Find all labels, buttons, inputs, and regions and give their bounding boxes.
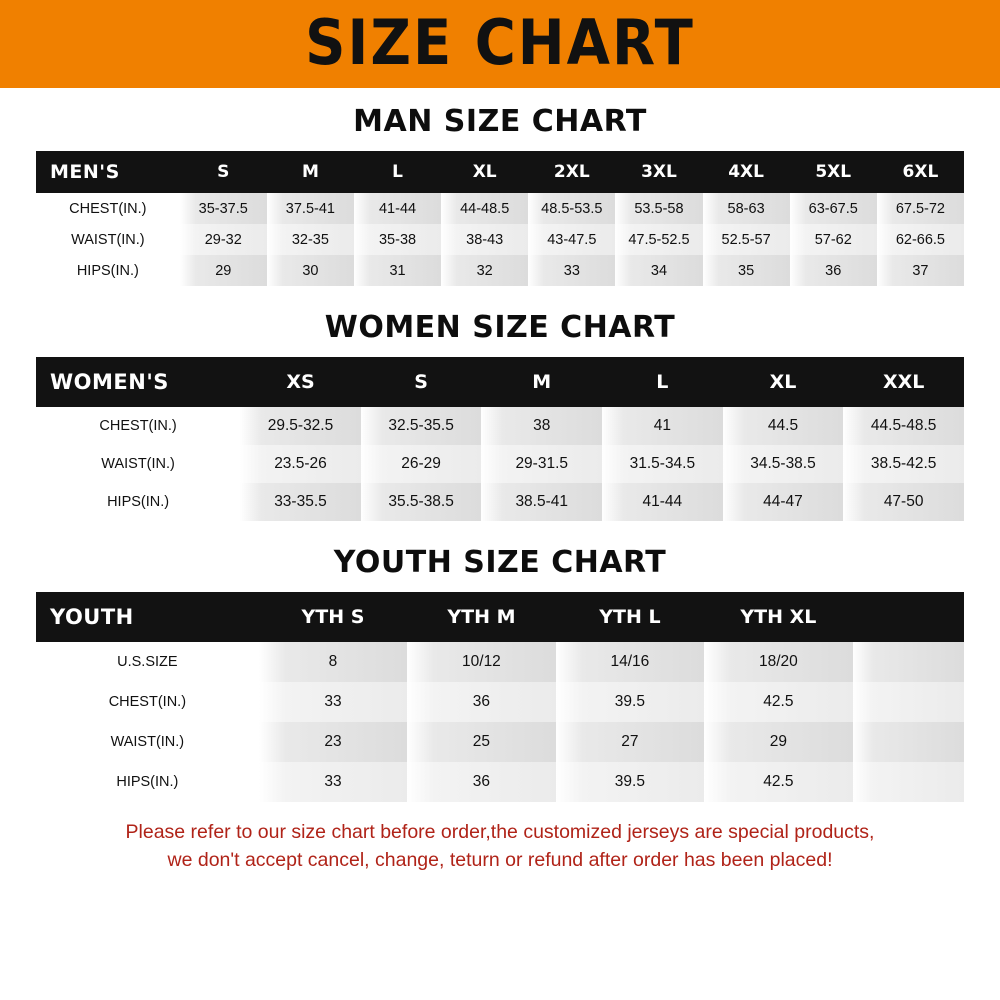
women-row-label: CHEST(IN.) [36,407,240,445]
man-row-label: HIPS(IN.) [36,255,180,286]
man-cell: 41-44 [354,193,441,224]
footer-disclaimer [0,802,1000,875]
table-row [36,682,964,722]
women-header-cell: M [532,371,552,393]
youth-cell-spacer [853,722,964,762]
table-row [36,224,964,255]
man-row-label: CHEST(IN.) [36,193,180,224]
youth-header-cell: YOUTH [50,605,134,629]
youth-cell: 23 [259,722,407,762]
man-cell: 35-37.5 [180,193,267,224]
women-cell: 29-31.5 [481,445,602,483]
footer-line-2: we don't accept cancel, change, teturn or refund after order has been placed! [167,849,833,872]
women-cell: 32.5-35.5 [361,407,482,445]
table-row [36,762,964,802]
man-header-cell: MEN'S [50,161,120,183]
man-size-table [36,151,964,286]
youth-row-label: U.S.SIZE [36,642,259,682]
youth-header-spacer [853,592,964,642]
man-table-header-row [36,151,964,193]
youth-cell: 18/20 [704,642,852,682]
youth-cell: 8 [259,642,407,682]
youth-cell-spacer [853,762,964,802]
man-cell: 62-66.5 [877,224,964,255]
man-header-cell: S [217,162,230,182]
man-header-cell: 2XL [553,162,590,182]
footer-line-1: Please refer to our size chart before order,the customized jerseys are special products, [125,821,875,843]
man-cell: 67.5-72 [877,193,964,224]
man-cell: 37 [877,255,964,286]
youth-section-title: YOUTH SIZE CHART [333,545,667,580]
youth-cell: 27 [556,722,704,762]
man-header-cell: M [301,162,319,182]
youth-size-table [36,592,964,802]
women-section-title: WOMEN SIZE CHART [324,310,676,345]
women-cell: 29.5-32.5 [240,407,361,445]
man-cell: 48.5-53.5 [528,193,615,224]
women-header-cell: WOMEN'S [50,370,169,394]
man-cell: 37.5-41 [267,193,354,224]
man-row-label: WAIST(IN.) [36,224,180,255]
man-cell: 33 [528,255,615,286]
man-header-cell: 4XL [728,162,764,182]
women-size-section [0,286,1000,521]
youth-header-cell: YTH L [599,606,661,628]
youth-header-cell: YTH XL [740,606,817,628]
women-row-label: WAIST(IN.) [36,445,240,483]
youth-cell-spacer [853,642,964,682]
man-cell: 32-35 [267,224,354,255]
page-title: SIZE CHART [305,7,695,80]
table-row [36,255,964,286]
youth-size-section [0,521,1000,802]
youth-cell: 42.5 [704,682,852,722]
youth-cell: 29 [704,722,852,762]
women-cell: 44.5 [723,407,844,445]
youth-cell: 39.5 [556,762,704,802]
youth-cell: 42.5 [704,762,852,802]
man-cell: 52.5-57 [703,224,790,255]
youth-header-cell: YTH M [447,606,516,628]
youth-row-label: WAIST(IN.) [36,722,259,762]
youth-row-label: CHEST(IN.) [36,682,259,722]
women-cell: 31.5-34.5 [602,445,723,483]
man-cell: 36 [790,255,877,286]
youth-header-cell: YTH S [301,606,365,628]
women-cell: 41 [602,407,723,445]
women-header-cell: XXL [882,371,925,393]
women-cell: 47-50 [843,483,964,521]
women-header-cell: XL [769,371,797,393]
page-banner [0,0,1000,88]
man-header-cell: 5XL [815,162,852,182]
man-size-section [0,88,1000,286]
table-row [36,483,964,521]
man-header-cell: 3XL [641,162,677,182]
man-header-cell: XL [472,162,497,182]
man-cell: 31 [354,255,441,286]
man-cell: 35-38 [354,224,441,255]
women-cell: 38.5-42.5 [843,445,964,483]
women-cell: 35.5-38.5 [361,483,482,521]
youth-cell: 10/12 [407,642,555,682]
youth-cell: 36 [407,682,555,722]
man-cell: 47.5-52.5 [615,224,702,255]
table-row [36,722,964,762]
women-cell: 26-29 [361,445,482,483]
women-header-cell: XS [286,371,315,393]
man-cell: 29-32 [180,224,267,255]
man-cell: 43-47.5 [528,224,615,255]
man-cell: 58-63 [703,193,790,224]
women-cell: 23.5-26 [240,445,361,483]
youth-cell: 33 [259,762,407,802]
table-row [36,445,964,483]
women-row-label: HIPS(IN.) [36,483,240,521]
man-cell: 32 [441,255,528,286]
man-section-title: MAN SIZE CHART [353,104,647,139]
man-cell: 57-62 [790,224,877,255]
women-cell: 33-35.5 [240,483,361,521]
youth-cell: 36 [407,762,555,802]
man-cell: 30 [267,255,354,286]
women-size-table [36,357,964,521]
youth-cell-spacer [853,682,964,722]
youth-row-label: HIPS(IN.) [36,762,259,802]
youth-cell: 33 [259,682,407,722]
man-cell: 63-67.5 [790,193,877,224]
man-cell: 44-48.5 [441,193,528,224]
women-cell: 41-44 [602,483,723,521]
man-cell: 38-43 [441,224,528,255]
women-cell: 44.5-48.5 [843,407,964,445]
women-table-header-row [36,357,964,407]
youth-cell: 39.5 [556,682,704,722]
man-header-cell: 6XL [902,162,939,182]
man-cell: 34 [615,255,702,286]
table-row [36,407,964,445]
women-cell: 34.5-38.5 [723,445,844,483]
women-header-cell: L [656,371,669,393]
women-cell: 44-47 [723,483,844,521]
man-cell: 29 [180,255,267,286]
table-row [36,642,964,682]
table-row [36,193,964,224]
youth-cell: 14/16 [556,642,704,682]
women-cell: 38 [481,407,602,445]
youth-table-header-row [36,592,964,642]
women-header-cell: S [414,371,428,393]
man-cell: 53.5-58 [615,193,702,224]
man-header-cell: L [392,162,403,182]
women-cell: 38.5-41 [481,483,602,521]
youth-cell: 25 [407,722,555,762]
man-cell: 35 [703,255,790,286]
